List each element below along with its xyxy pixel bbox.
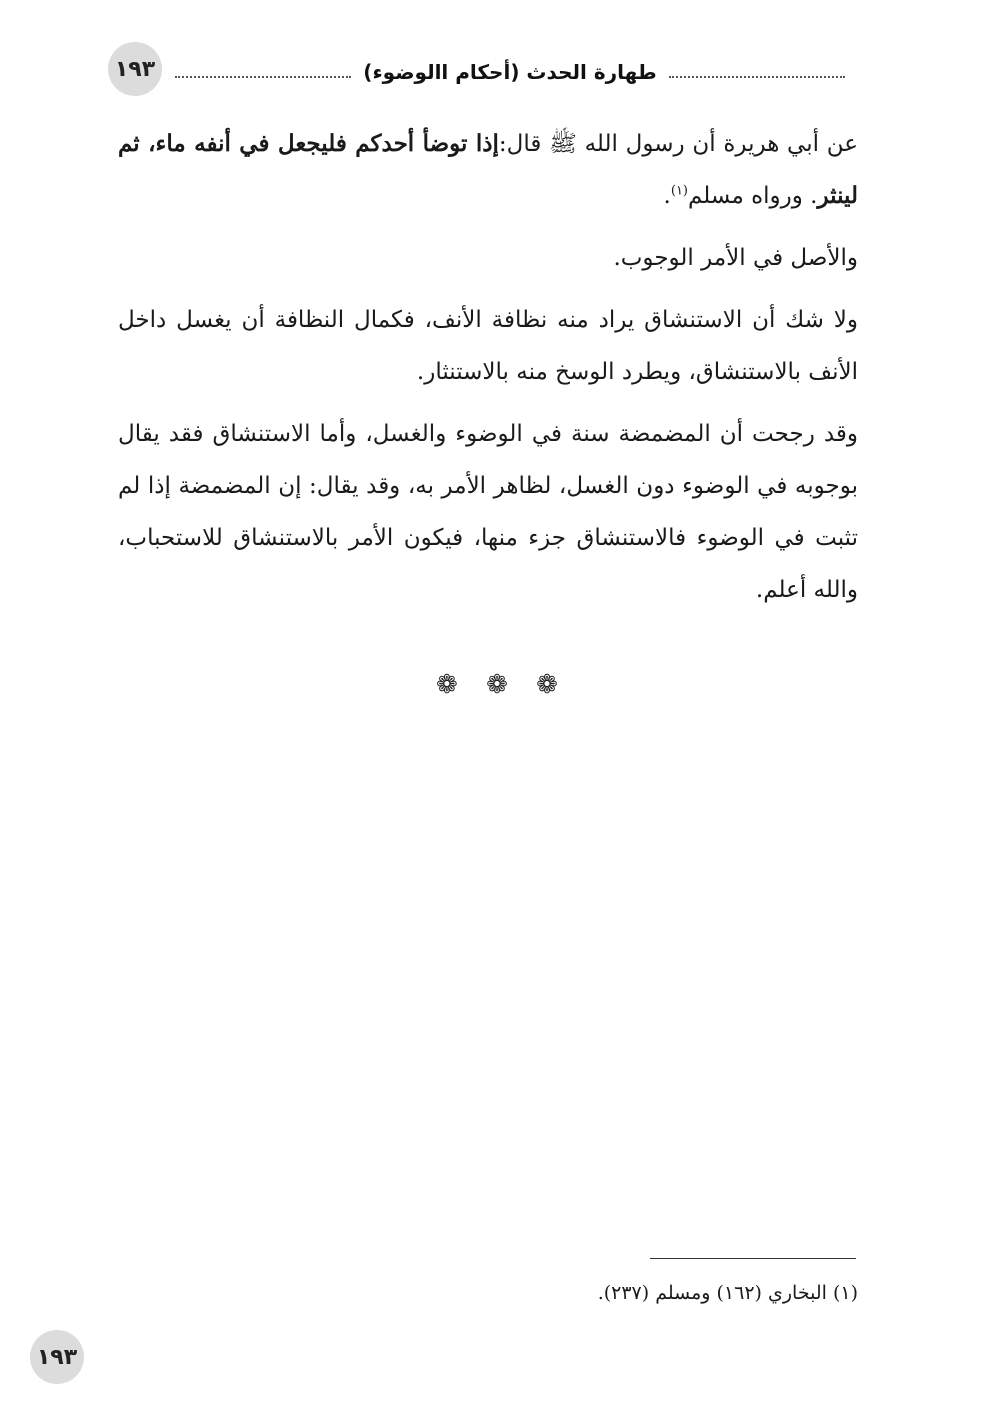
paragraph-ruling: وقد رجحت أن المضمضة سنة في الوضوء والغسل، وأما الاستنشاق فقد يقال بوجوبه في الوضوء دون الغسل، لظاهر الأمر به، وقد يقال: إن المضمضة إذا لم تثبت في الوضوء فالاستنشاق جزء منها، فيكون الأمر بالاستنشاق للاستحباب، والله أعلم. (118, 421, 858, 603)
paragraph-istinshaq: ولا شك أن الاستنشاق يراد منه نظافة الأنف، فكمال النظافة أن يغسل داخل الأنف بالاستنشاق، ويطرد الوسخ منه بالاستنثار. (118, 307, 858, 385)
header-page-number: ١٩٣ (108, 42, 162, 96)
hadith-text: إذا توضأ أحدكم فليجعل في أنفه ماء، ثم لينثر (118, 130, 858, 209)
hadith-source: . ورواه مسلم (688, 183, 818, 209)
running-header (175, 52, 845, 92)
section-separator: ❁ ❁ ❁ (436, 670, 568, 700)
paragraph-hadith (118, 118, 858, 222)
footer-page-number: ١٩٣ (30, 1330, 84, 1384)
footnote-rule (650, 1258, 856, 1259)
header-title: طهارة الحدث (أحكام االوضوء) (363, 60, 657, 84)
header-dots-right (669, 76, 845, 78)
hadith-intro: عن أبي هريرة أن رسول الله ﷺ قال: (498, 131, 858, 157)
hadith-end: . (663, 183, 671, 209)
header-dots-left (175, 76, 351, 78)
footnote: (١) البخاري (١٦٢) ومسلم (٢٣٧). (597, 1282, 858, 1304)
main-text (118, 118, 858, 626)
paragraph-principle: والأصل في الأمر الوجوب. (613, 245, 858, 271)
footnote-marker: (١) (670, 183, 688, 199)
